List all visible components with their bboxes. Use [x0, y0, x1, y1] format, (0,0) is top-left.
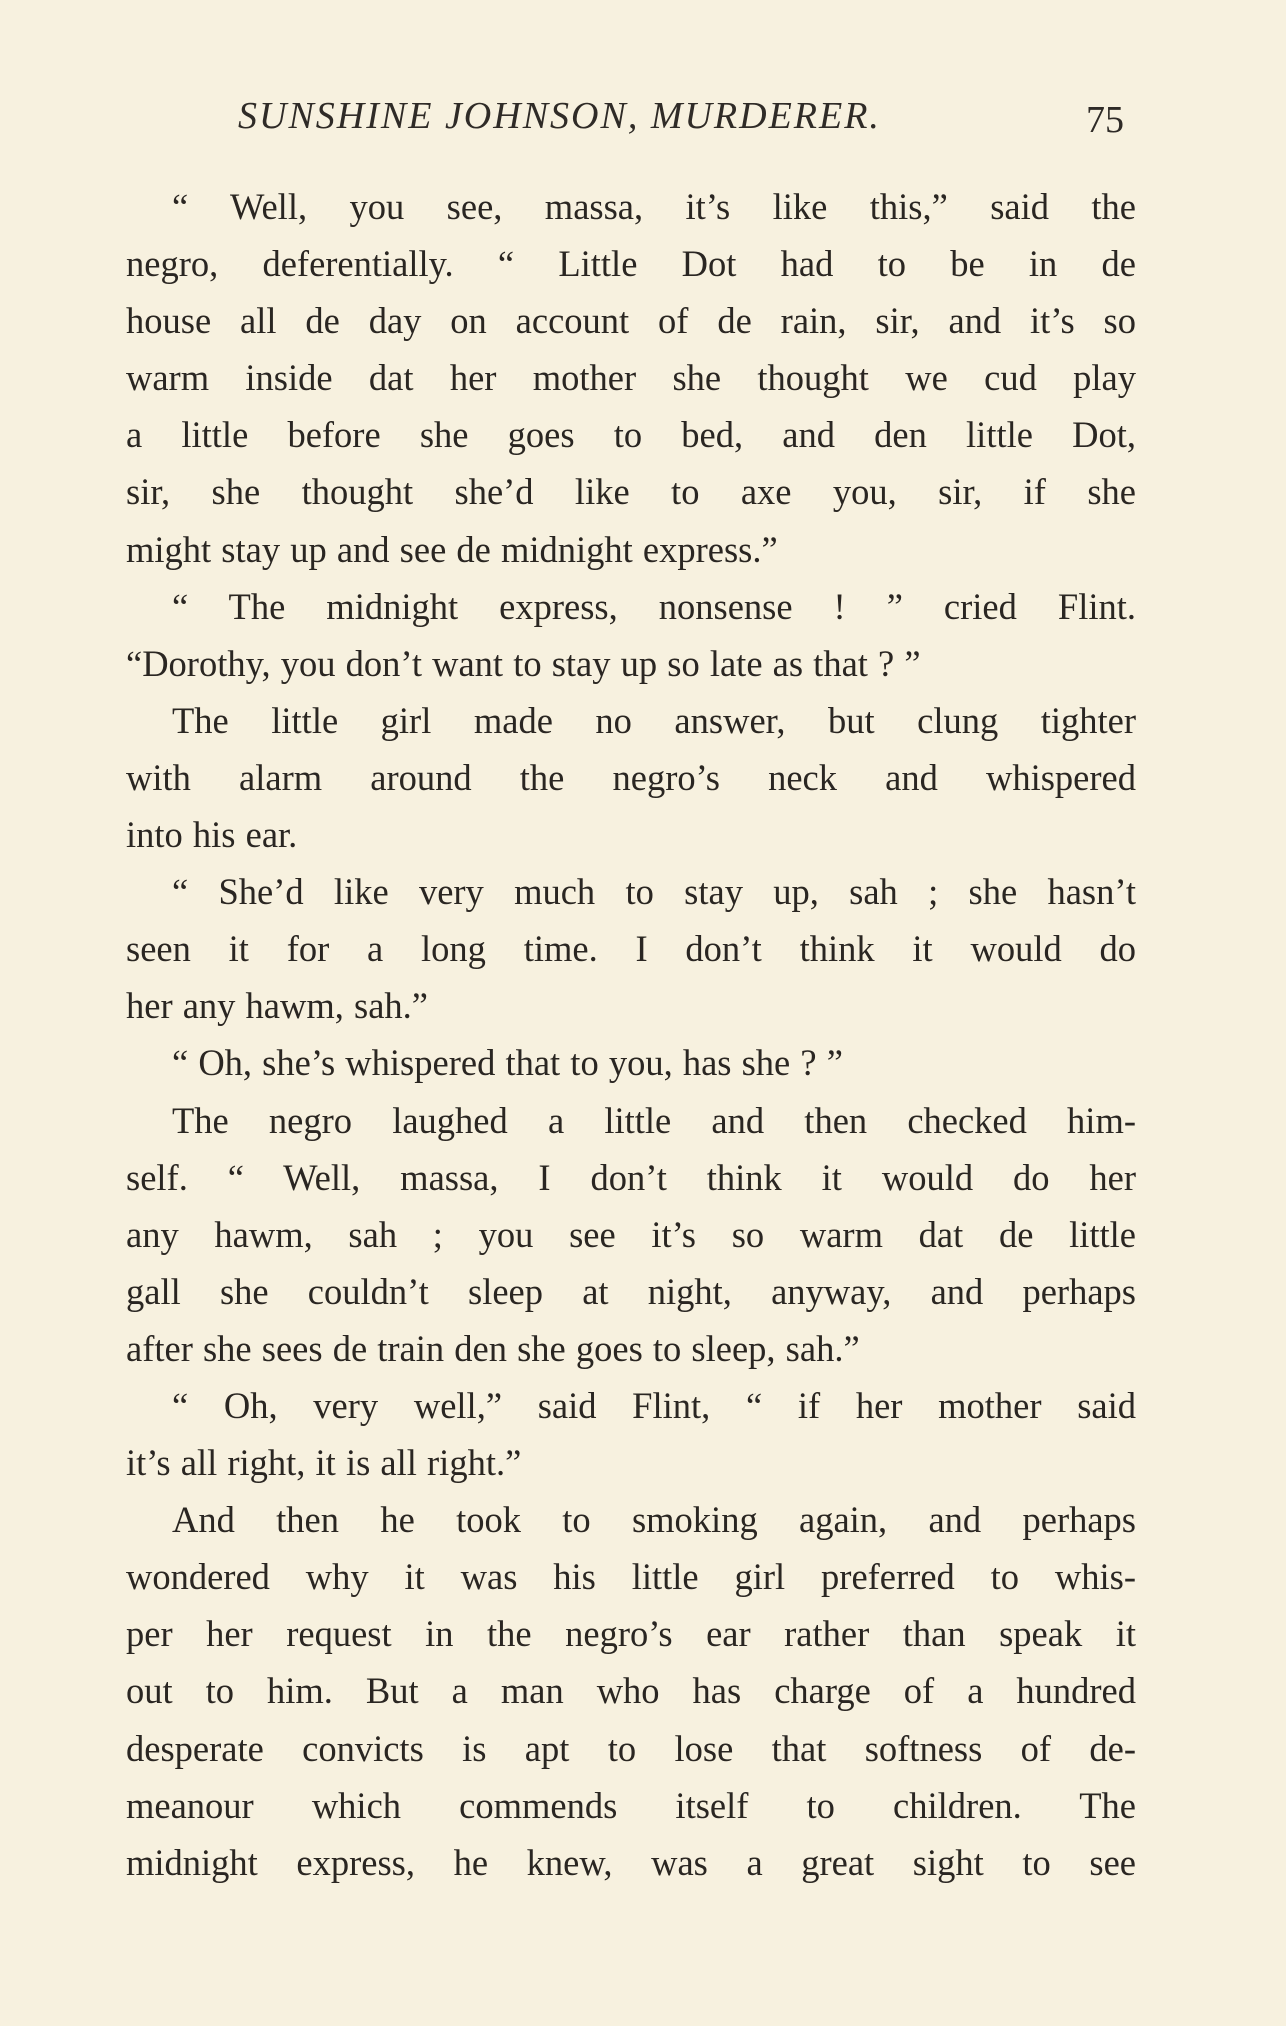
text-line: her any hawm, sah.” — [126, 985, 428, 1027]
text-line: And then he took to smoking again, and perhaps — [172, 1499, 1136, 1541]
running-head: SUNSHINE JOHNSON, MURDERER. — [238, 95, 881, 137]
text-line: negro, deferentially. “ Little Dot had to be in de — [126, 243, 1136, 285]
text-line: “ She’d like very much to stay up, sah ; she hasn’t — [172, 871, 1136, 913]
text-line: seen it for a long time. I don’t think it would do — [126, 928, 1136, 970]
text-line: into his ear. — [126, 814, 298, 856]
body-text — [126, 178, 1136, 1891]
text-line: with alarm around the negro’s neck and whispered — [126, 756, 1136, 798]
text-line: might stay up and see de midnight express.” — [126, 528, 778, 570]
text-line: house all de day on account of de rain, sir, and it’s so — [126, 300, 1136, 342]
page-number: 75 — [1086, 99, 1124, 141]
text-line: “ Oh, very well,” said Flint, “ if her mother said — [172, 1384, 1136, 1426]
text-line: The little girl made no answer, but clung tighter — [172, 699, 1136, 741]
text-line: The negro laughed a little and then checked him- — [172, 1099, 1136, 1141]
text-line: gall she couldn’t sleep at night, anyway, and perhaps — [126, 1270, 1136, 1312]
text-line: “ Oh, she’s whispered that to you, has she ? ” — [172, 1042, 843, 1084]
text-line: desperate convicts is apt to lose that softness of de- — [126, 1727, 1136, 1769]
text-line: wondered why it was his little girl preferred to whis- — [126, 1556, 1136, 1598]
text-line: out to him. But a man who has charge of a hundred — [126, 1670, 1136, 1712]
text-line: it’s all right, it is all right.” — [126, 1442, 522, 1484]
text-line: meanour which commends itself to children. The — [126, 1784, 1136, 1826]
text-line: midnight express, he knew, was a great sight to see — [126, 1841, 1136, 1883]
text-line: “ Well, you see, massa, it’s like this,” said the — [172, 186, 1136, 227]
text-line: warm inside dat her mother she thought we cud play — [126, 357, 1136, 399]
text-line: self. “ Well, massa, I don’t think it would do her — [126, 1156, 1136, 1198]
text-line: per her request in the negro’s ear rather than speak it — [126, 1613, 1136, 1655]
text-line: “ The midnight express, nonsense ! ” cried Flint. — [172, 585, 1136, 627]
text-line: a little before she goes to bed, and den little Dot, — [126, 414, 1136, 456]
text-line: sir, she thought she’d like to axe you, sir, if she — [126, 471, 1136, 513]
text-line: any hawm, sah ; you see it’s so warm dat de little — [126, 1213, 1136, 1255]
text-line: “Dorothy, you don’t want to stay up so late as that ? ” — [126, 642, 921, 684]
text-line: after she sees de train den she goes to sleep, sah.” — [126, 1327, 860, 1369]
